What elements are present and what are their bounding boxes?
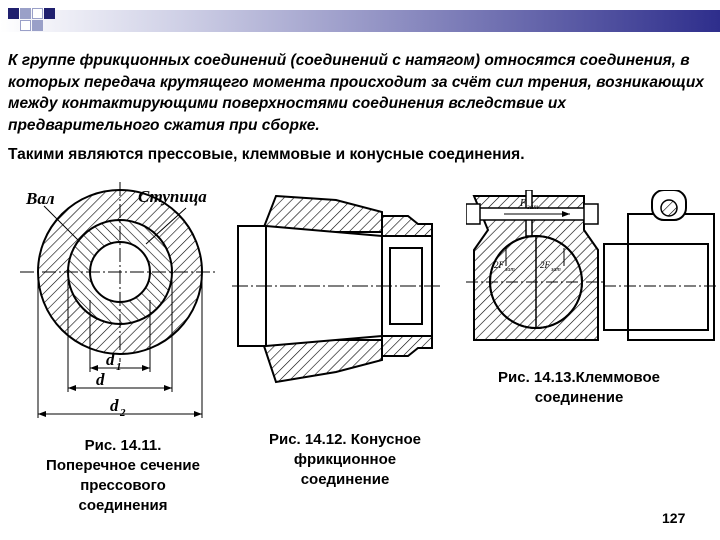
force-2f-left-subscript: зат bbox=[505, 267, 515, 273]
force-2f-left-label: 2F bbox=[494, 260, 504, 270]
hub-label: Ступица bbox=[138, 187, 207, 206]
caption-fig-14-11: Рис. 14.11. Поперечное сечение прессового соединения bbox=[46, 437, 200, 514]
force-2f-right-label: 2F bbox=[540, 260, 550, 270]
subtitle-text: Такими являются прессовые, клеммовые и конусные соединения. bbox=[8, 146, 525, 163]
header-band bbox=[0, 0, 720, 38]
d1-label: d bbox=[106, 350, 115, 369]
force-2f-right-subscript: зат bbox=[551, 267, 561, 273]
caption-fig-14-13: Рис. 14.13.Клеммовое соединение bbox=[498, 369, 660, 406]
caption-fig-14-12: Рис. 14.12. Конусное фрикционное соединение bbox=[268, 431, 422, 488]
cone-joint-figure bbox=[232, 190, 444, 386]
d-label: d bbox=[96, 370, 105, 389]
force-subscript: зат bbox=[527, 203, 539, 211]
decorative-squares bbox=[6, 4, 56, 30]
intro-text: К группе фрикционных соединений (соединений с натягом) относятся соединения, в которых передача крутящего момента происходит за счёт сил трения, возникающих между контактирующими поверхностями соединения вследствие их предварительного сжатия при сборке. bbox=[8, 52, 704, 134]
d1-subscript: 1 bbox=[116, 361, 122, 373]
page-number: 127 bbox=[662, 510, 686, 526]
d2-subscript: 2 bbox=[120, 407, 126, 419]
shaft-label: Вал bbox=[26, 189, 55, 208]
force-label: F bbox=[520, 198, 527, 209]
d2-label: d bbox=[110, 396, 119, 415]
clamp-joint-figure bbox=[466, 190, 718, 350]
press-fit-figure bbox=[18, 180, 223, 430]
